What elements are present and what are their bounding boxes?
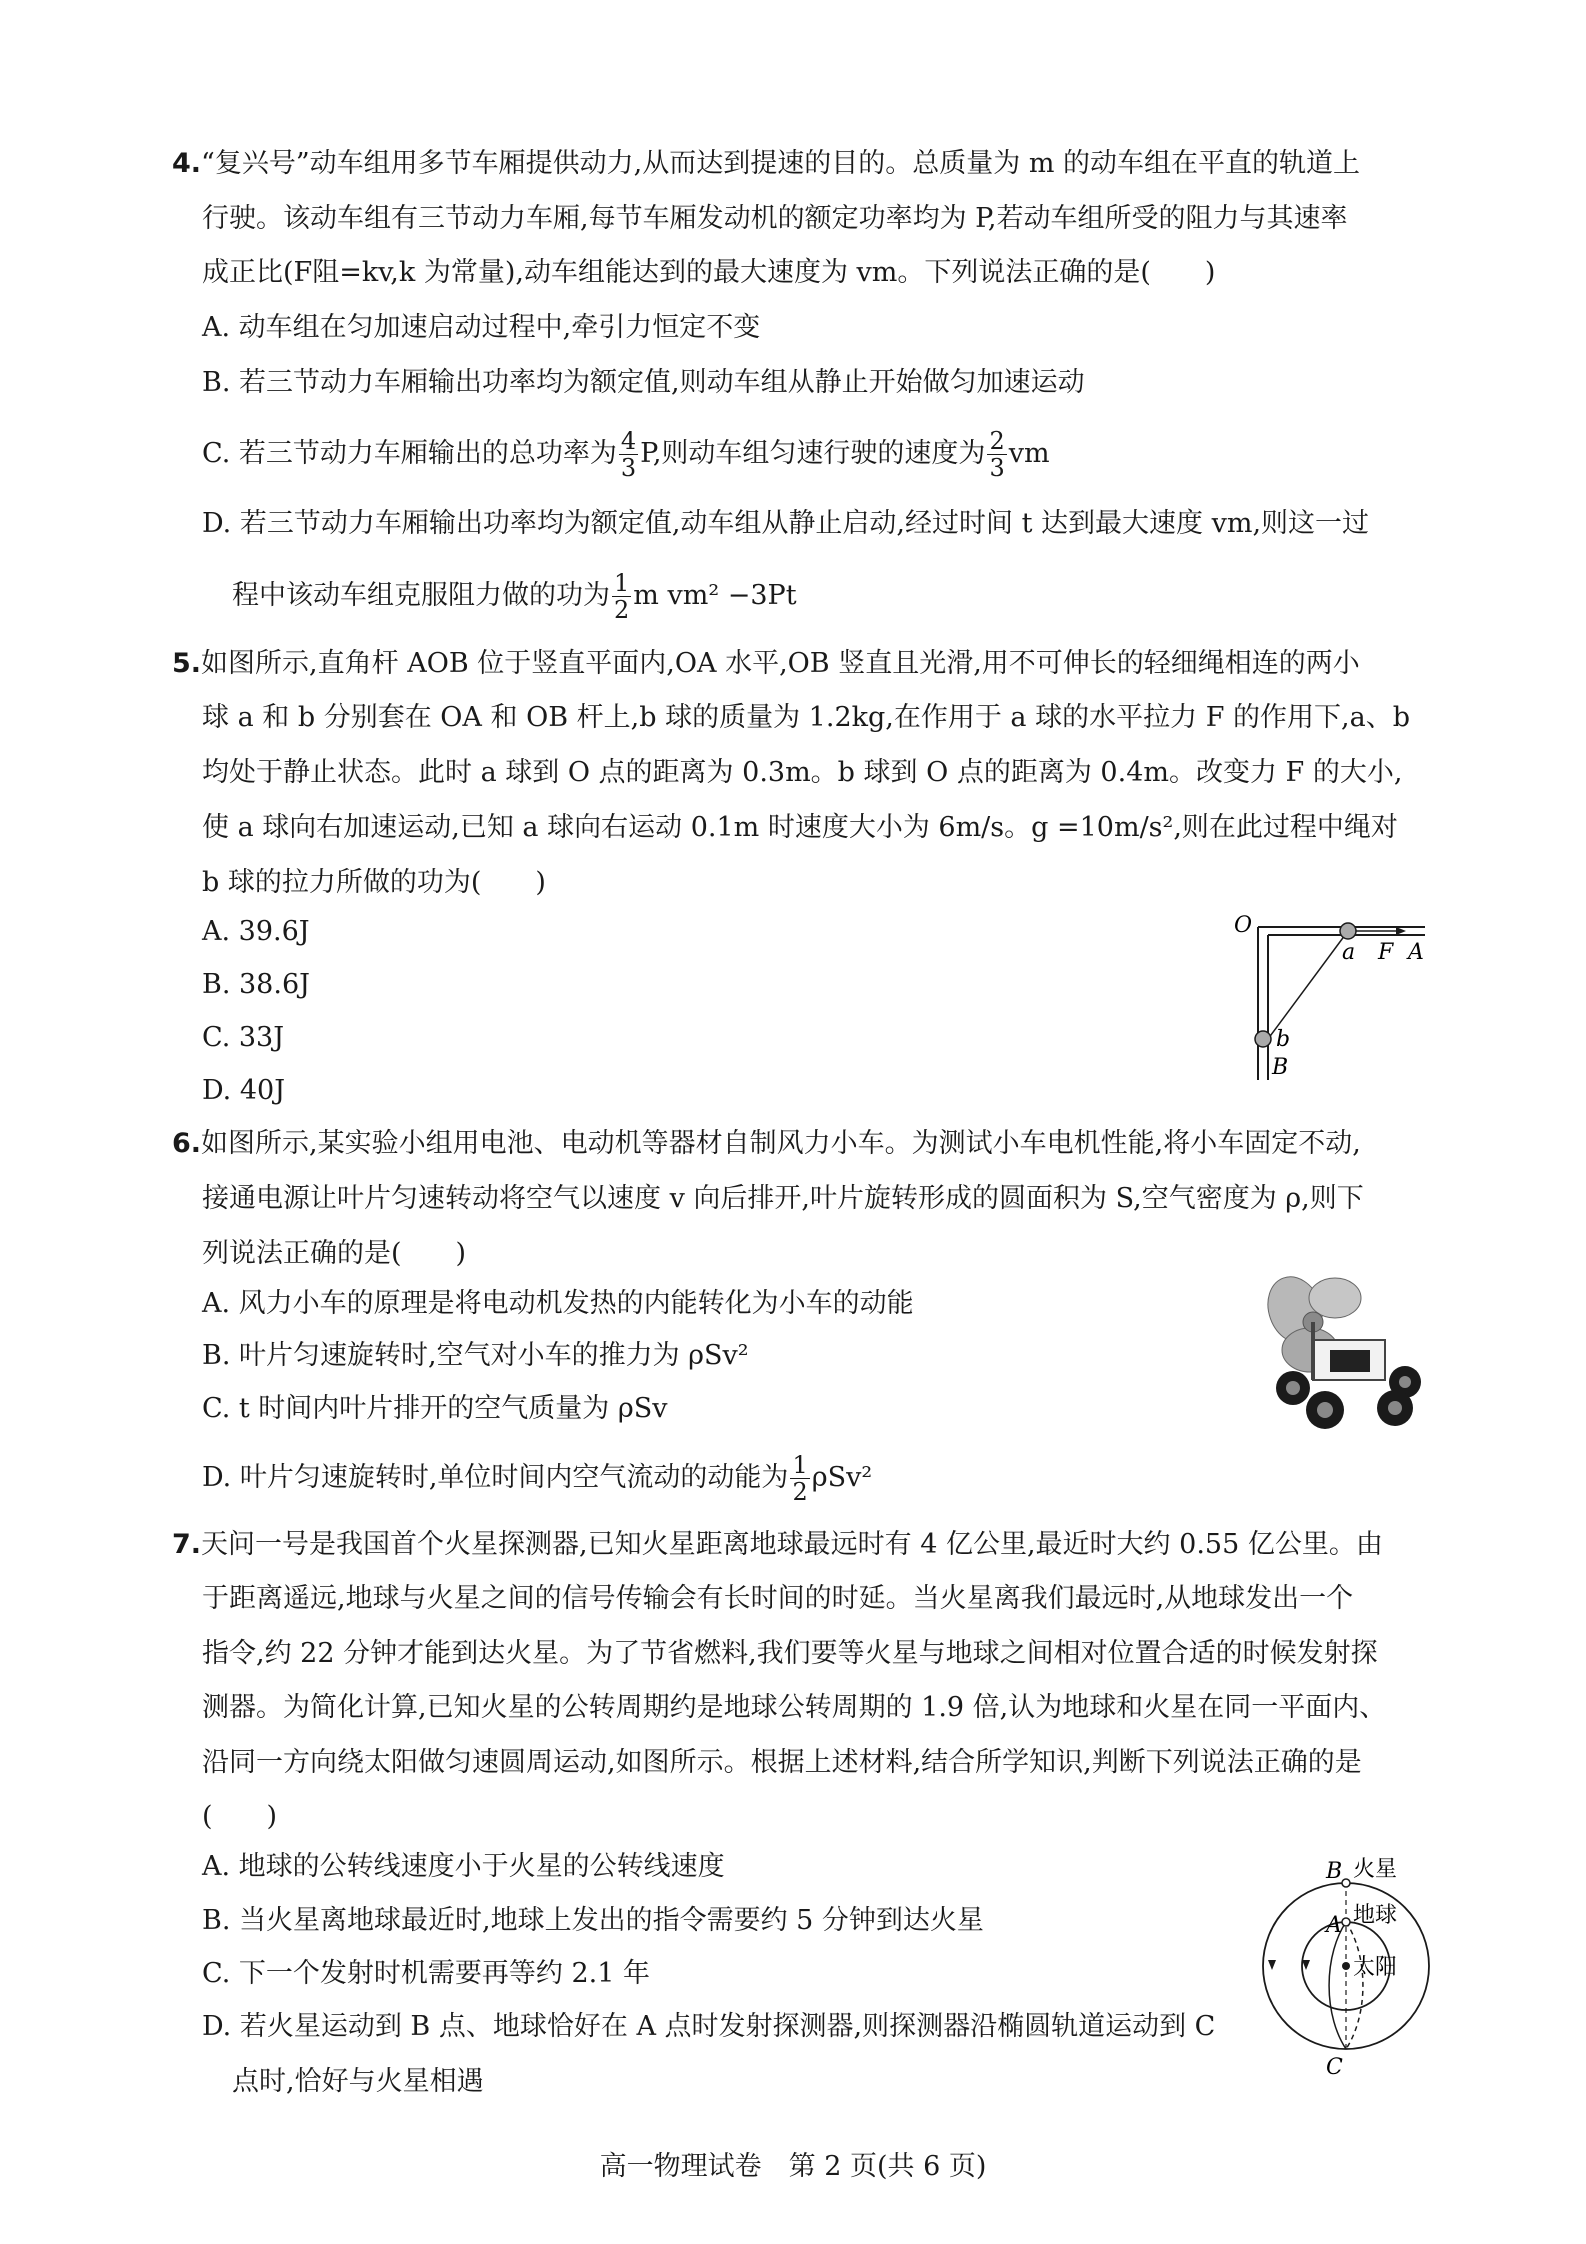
svg-text:b: b <box>1276 1027 1291 1052</box>
q7-option-d-line2: 点时,恰好与火星相遇 <box>232 2066 484 2097</box>
svg-text:太阳: 太阳 <box>1353 1955 1398 1980</box>
force-arrow-icon <box>1396 927 1406 935</box>
svg-text:B: B <box>1272 1055 1289 1080</box>
q7-option-c: C. 下一个发射时机需要再等约 2.1 年 <box>202 1958 650 1989</box>
q7-line3: 指令,约 22 分钟才能到达火星。为了节省燃料,我们要等火星与地球之间相对位置合适的时候发射探 <box>202 1638 1378 1669</box>
q5-option-c: C. 33J <box>202 1022 285 1053</box>
svg-text:A: A <box>1326 1913 1342 1938</box>
q6-line1: 6.如图所示,某实验小组用电池、电动机等器材自制风力小车。为测试小车电机性能,将小车固定不动, <box>172 1128 1361 1159</box>
transfer-orbit-right <box>1346 1922 1363 2049</box>
q7-line2: 于距离遥远,地球与火星之间的信号传输会有长时间的时延。当火星离我们最远时,从地球发出一个 <box>202 1583 1354 1614</box>
q7-option-a: A. 地球的公转线速度小于火星的公转线速度 <box>202 1851 725 1882</box>
q5-line2: 球 a 和 b 分别套在 OA 和 OB 杆上,b 球的质量为 1.2kg,在作用于 a 球的水平拉力 F 的作用下,a、b <box>202 702 1410 733</box>
q4-option-d-line2: 程中该动车组克服阻力做的功为 $\frac{1}{2}$ m vm² −3Pt <box>232 569 797 624</box>
q5-number: 5. <box>172 648 202 679</box>
arrow-icon <box>1302 1960 1310 1970</box>
svg-text:a: a <box>1342 940 1356 965</box>
fraction-1-2: $\frac{1}{2}$ <box>792 1451 808 1506</box>
q6-option-d: D. 叶片匀速旋转时,单位时间内空气流动的动能为 $\frac{1}{2}$ ρSv² <box>202 1451 873 1506</box>
page-footer: 高一物理试卷 第 2 页(共 6 页) <box>599 2151 987 2182</box>
ball-a <box>1340 923 1356 939</box>
fraction-4-3: $\frac{4}{3}$ <box>620 427 637 482</box>
q4-number: 4. <box>172 148 202 179</box>
q6-option-a: A. 风力小车的原理是将电动机发热的内能转化为小车的动能 <box>202 1288 914 1319</box>
q4-option-d-line1: D. 若三节动力车厢输出功率均为额定值,动车组从静止启动,经过时间 t 达到最大速度 vm,则这一过 <box>202 508 1370 539</box>
point-a <box>1342 1918 1350 1926</box>
q5-option-d: D. 40J <box>202 1075 286 1106</box>
fraction-2-3: $\frac{2}{3}$ <box>989 427 1005 482</box>
ball-b <box>1255 1031 1271 1047</box>
q6-option-b: B. 叶片匀速旋转时,空气对小车的推力为 ρSv² <box>202 1340 749 1371</box>
svg-text:火星: 火星 <box>1353 1857 1398 1882</box>
q5-option-b: B. 38.6J <box>202 969 310 1000</box>
q7-line6: ( ) <box>202 1801 278 1832</box>
q7-option-b: B. 当火星离地球最近时,地球上发出的指令需要约 5 分钟到达火星 <box>202 1905 984 1936</box>
q6-line3: 列说法正确的是( ) <box>202 1238 467 1269</box>
orbit-diagram <box>1250 1842 1440 2082</box>
wind-car-illustration <box>1255 1270 1435 1435</box>
q4-line3: 成正比(F阻=kv,k 为常量),动车组能达到的最大速度为 vm。下列说法正确的是( ) <box>202 257 1216 288</box>
q5-line3: 均处于静止状态。此时 a 球到 O 点的距离为 0.3m。b 球到 O 点的距离为 0.4m。改变力 F 的大小, <box>202 757 1403 788</box>
q6-line2: 接通电源让叶片匀速转动将空气以速度 v 向后排开,叶片旋转形成的圆面积为 S,空气密度为 ρ,则下 <box>202 1183 1364 1214</box>
fraction-1-2: $\frac{1}{2}$ <box>614 569 630 624</box>
svg-text:F: F <box>1378 940 1394 965</box>
q7-line4: 测器。为简化计算,已知火星的公转周期约是地球公转周期的 1.9 倍,认为地球和火星在同一平面内、 <box>202 1692 1387 1723</box>
svg-text:A: A <box>1408 940 1424 965</box>
point-b <box>1342 1879 1350 1887</box>
svg-text:B: B <box>1326 1859 1343 1884</box>
q4-option-c: C. 若三节动力车厢输出的总功率为 $\frac{4}{3}$ P,则动车组匀速行驶的速度为 $\frac{2}{3}$ vm <box>202 427 1050 482</box>
q6-number: 6. <box>172 1128 202 1159</box>
q5-line5: b 球的拉力所做的功为( ) <box>202 867 546 898</box>
sun-dot <box>1342 1962 1350 1970</box>
q4-option-a: A. 动车组在匀加速启动过程中,牵引力恒定不变 <box>202 312 761 343</box>
q6-option-c: C. t 时间内叶片排开的空气质量为 ρSv <box>202 1393 668 1424</box>
q4-line1: 4.“复兴号”动车组用多节车厢提供动力,从而达到提速的目的。总质量为 m 的动车组在平直的轨道上 <box>172 148 1361 179</box>
q4-line2: 行驶。该动车组有三节动力车厢,每节车厢发动机的额定功率均为 P,若动车组所受的阻力与其速率 <box>202 203 1348 234</box>
arrow-icon <box>1268 1960 1276 1970</box>
q5-line4: 使 a 球向右加速运动,已知 a 球向右运动 0.1m 时速度大小为 6m/s。g =10m/s²,则在此过程中绳对 <box>202 812 1398 843</box>
q7-number: 7. <box>172 1529 202 1560</box>
svg-text:O: O <box>1234 913 1253 938</box>
q7-line5: 沿同一方向绕太阳做匀速圆周运动,如图所示。根据上述材料,结合所学知识,判断下列说法正确的是 <box>202 1747 1362 1778</box>
q5-option-a: A. 39.6J <box>202 916 310 947</box>
q4-option-b: B. 若三节动力车厢输出功率均为额定值,则动车组从静止开始做匀加速运动 <box>202 367 1085 398</box>
q7-option-d-line1: D. 若火星运动到 B 点、地球恰好在 A 点时发射探测器,则探测器沿椭圆轨道运动到 C <box>202 2011 1216 2042</box>
transfer-orbit-left <box>1329 1922 1346 2049</box>
svg-text:C: C <box>1326 2055 1343 2080</box>
q5-line1: 5.如图所示,直角杆 AOB 位于竖直平面内,OA 水平,OB 竖直且光滑,用不可伸长的轻细绳相连的两小 <box>172 648 1360 679</box>
svg-text:地球: 地球 <box>1353 1903 1398 1928</box>
q5-rod-figure <box>1220 905 1440 1085</box>
q7-line1: 7.天问一号是我国首个火星探测器,已知火星距离地球最远时有 4 亿公里,最近时大约 0.55 亿公里。由 <box>172 1529 1383 1560</box>
